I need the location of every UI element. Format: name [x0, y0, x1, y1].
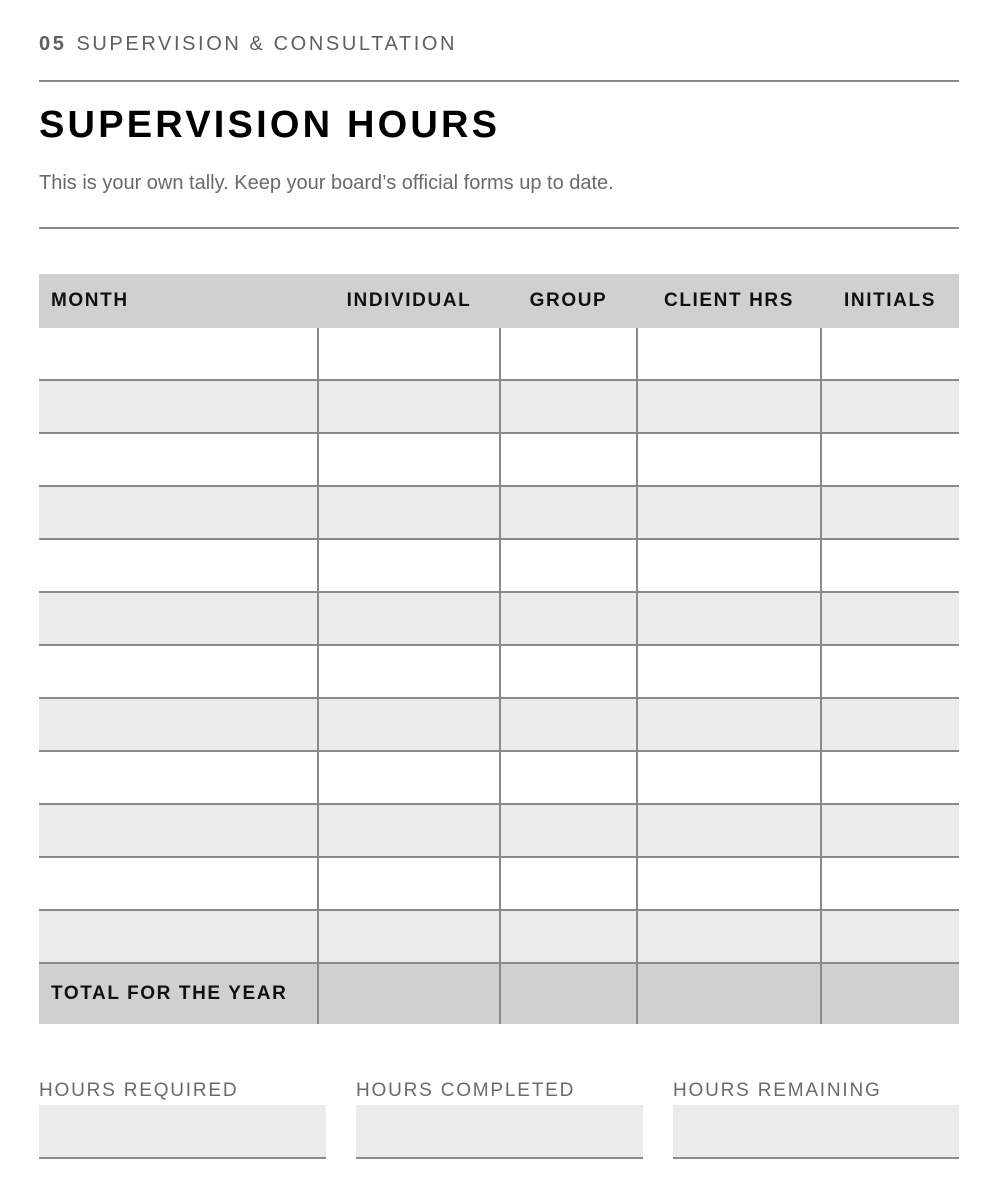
- group-cell[interactable]: [500, 380, 637, 433]
- header-divider: [39, 80, 959, 82]
- individual-cell[interactable]: [318, 380, 500, 433]
- month-cell[interactable]: [39, 486, 318, 539]
- initials-cell[interactable]: [821, 645, 959, 698]
- column-header-client-hrs: CLIENT HRS: [637, 274, 821, 328]
- initials-cell[interactable]: [821, 698, 959, 751]
- title-divider: [39, 227, 959, 229]
- table-row: [39, 645, 959, 698]
- page-subtitle: This is your own tally. Keep your board’s official forms up to date.: [39, 172, 614, 194]
- month-cell[interactable]: [39, 592, 318, 645]
- total-individual-cell[interactable]: [318, 963, 500, 1024]
- month-cell[interactable]: [39, 698, 318, 751]
- month-cell[interactable]: [39, 751, 318, 804]
- hours-remaining-box: [673, 1080, 959, 1159]
- hours-remaining-label: HOURS REMAINING: [673, 1080, 882, 1101]
- client-hrs-cell[interactable]: [637, 486, 821, 539]
- table-row: [39, 486, 959, 539]
- table-row: [39, 328, 959, 380]
- initials-cell[interactable]: [821, 857, 959, 910]
- initials-cell[interactable]: [821, 433, 959, 486]
- individual-cell[interactable]: [318, 804, 500, 857]
- client-hrs-cell[interactable]: [637, 857, 821, 910]
- group-cell[interactable]: [500, 751, 637, 804]
- month-cell[interactable]: [39, 804, 318, 857]
- client-hrs-cell[interactable]: [637, 751, 821, 804]
- hours-completed-box: [356, 1080, 643, 1159]
- month-cell[interactable]: [39, 857, 318, 910]
- total-client-hrs-cell[interactable]: [637, 963, 821, 1024]
- individual-cell[interactable]: [318, 910, 500, 963]
- client-hrs-cell[interactable]: [637, 804, 821, 857]
- group-cell[interactable]: [500, 804, 637, 857]
- client-hrs-cell[interactable]: [637, 910, 821, 963]
- group-cell[interactable]: [500, 857, 637, 910]
- column-header-individual: INDIVIDUAL: [318, 274, 500, 328]
- month-cell[interactable]: [39, 645, 318, 698]
- hours-required-label: HOURS REQUIRED: [39, 1080, 239, 1101]
- month-cell[interactable]: [39, 539, 318, 592]
- individual-cell[interactable]: [318, 751, 500, 804]
- table-row: [39, 751, 959, 804]
- group-cell[interactable]: [500, 698, 637, 751]
- client-hrs-cell[interactable]: [637, 592, 821, 645]
- initials-cell[interactable]: [821, 910, 959, 963]
- group-cell[interactable]: [500, 328, 637, 380]
- table-row: [39, 433, 959, 486]
- section-header: [39, 33, 457, 56]
- group-cell[interactable]: [500, 486, 637, 539]
- table-row: [39, 380, 959, 433]
- group-cell[interactable]: [500, 433, 637, 486]
- total-group-cell[interactable]: [500, 963, 637, 1024]
- month-cell[interactable]: [39, 328, 318, 380]
- initials-cell[interactable]: [821, 592, 959, 645]
- group-cell[interactable]: [500, 910, 637, 963]
- client-hrs-cell[interactable]: [637, 539, 821, 592]
- individual-cell[interactable]: [318, 433, 500, 486]
- group-cell[interactable]: [500, 592, 637, 645]
- hours-completed-label: HOURS COMPLETED: [356, 1080, 576, 1101]
- table-body: [39, 328, 959, 1024]
- hours-required-box: [39, 1080, 326, 1159]
- initials-cell[interactable]: [821, 328, 959, 380]
- table-header-row: [39, 274, 959, 328]
- column-header-month: MONTH: [39, 274, 318, 328]
- hours-required-field[interactable]: [39, 1105, 326, 1159]
- month-cell[interactable]: [39, 380, 318, 433]
- initials-cell[interactable]: [821, 539, 959, 592]
- column-header-initials: INITIALS: [821, 274, 959, 328]
- initials-cell[interactable]: [821, 751, 959, 804]
- client-hrs-cell[interactable]: [637, 698, 821, 751]
- client-hrs-cell[interactable]: [637, 645, 821, 698]
- client-hrs-cell[interactable]: [637, 380, 821, 433]
- page-title: SUPERVISION HOURS: [39, 104, 501, 146]
- supervision-hours-table: [39, 274, 959, 1024]
- hours-remaining-field[interactable]: [673, 1105, 959, 1159]
- table-row: [39, 804, 959, 857]
- individual-cell[interactable]: [318, 645, 500, 698]
- initials-cell[interactable]: [821, 380, 959, 433]
- individual-cell[interactable]: [318, 857, 500, 910]
- total-label: TOTAL FOR THE YEAR: [39, 963, 318, 1024]
- table-row: [39, 698, 959, 751]
- month-cell[interactable]: [39, 433, 318, 486]
- individual-cell[interactable]: [318, 486, 500, 539]
- individual-cell[interactable]: [318, 592, 500, 645]
- client-hrs-cell[interactable]: [637, 328, 821, 380]
- total-row: [39, 963, 959, 1024]
- individual-cell[interactable]: [318, 698, 500, 751]
- section-title: SUPERVISION & CONSULTATION: [76, 33, 458, 55]
- column-header-group: GROUP: [500, 274, 637, 328]
- table-row: [39, 910, 959, 963]
- table-row: [39, 592, 959, 645]
- individual-cell[interactable]: [318, 539, 500, 592]
- section-number: 05: [39, 33, 67, 55]
- client-hrs-cell[interactable]: [637, 433, 821, 486]
- initials-cell[interactable]: [821, 486, 959, 539]
- table-row: [39, 857, 959, 910]
- total-initials-cell[interactable]: [821, 963, 959, 1024]
- group-cell[interactable]: [500, 539, 637, 592]
- month-cell[interactable]: [39, 910, 318, 963]
- individual-cell[interactable]: [318, 328, 500, 380]
- table-row: [39, 539, 959, 592]
- initials-cell[interactable]: [821, 804, 959, 857]
- hours-completed-field[interactable]: [356, 1105, 643, 1159]
- group-cell[interactable]: [500, 645, 637, 698]
